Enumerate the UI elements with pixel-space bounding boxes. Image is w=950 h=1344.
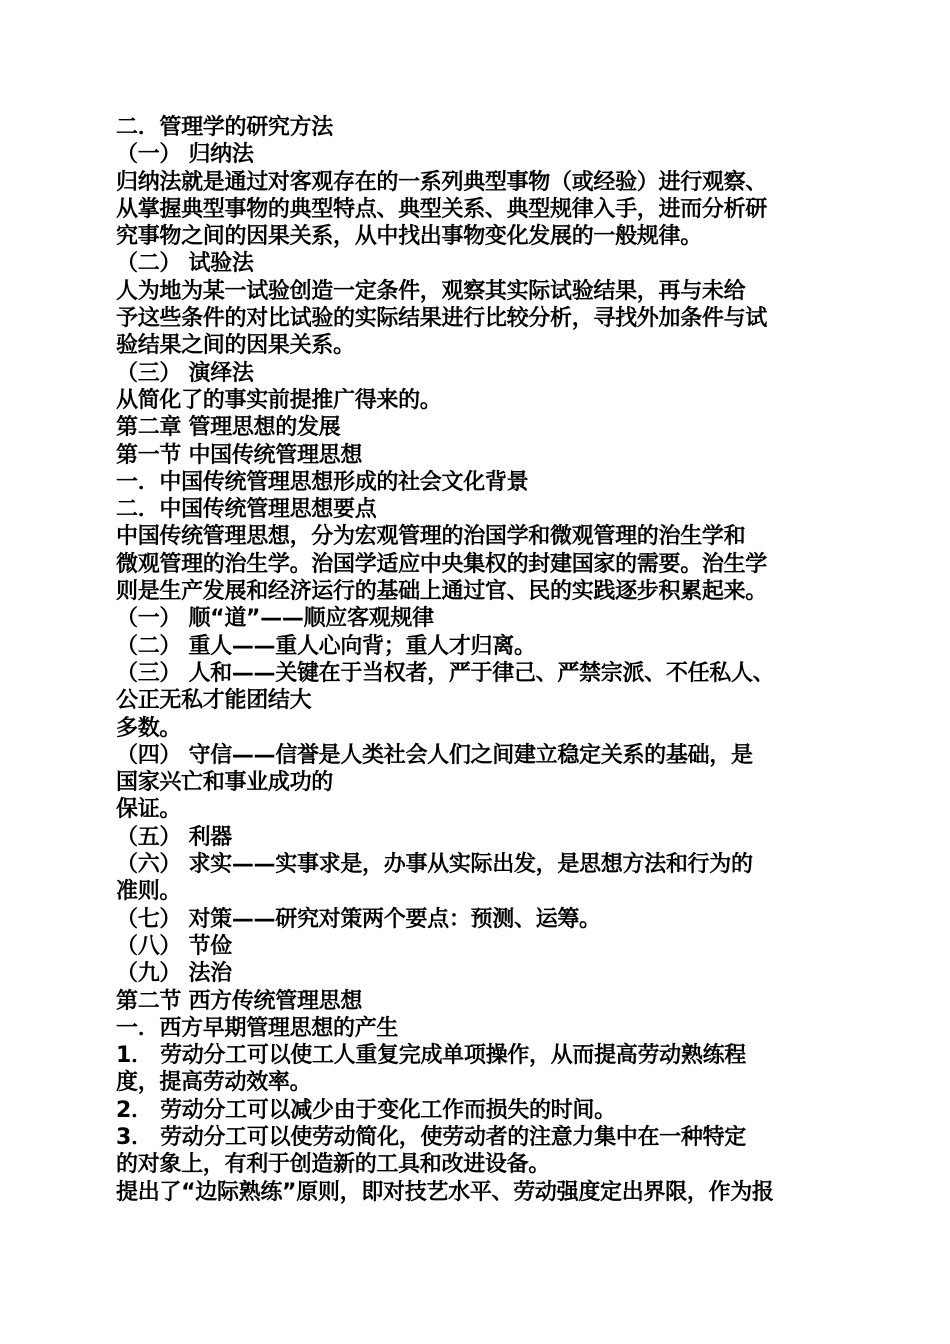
text-line: 验结果之间的因果关系。 bbox=[116, 333, 355, 359]
text-line: 提出了“边际熟练”原则，即对技艺水平、劳动强度定出界限，作为报 bbox=[116, 1179, 774, 1205]
text-line: （二） 试验法 bbox=[116, 251, 254, 277]
text-line: （六） 求实——实事求是，办事从实际出发，是思想方法和行为的 bbox=[116, 852, 753, 878]
text-line: 一．西方早期管理思想的产生 bbox=[116, 1015, 399, 1041]
text-line: （八） 节俭 bbox=[116, 933, 232, 959]
document-body bbox=[116, 114, 846, 1206]
text-line: （一） 归纳法 bbox=[116, 142, 254, 168]
text-line: 公正无私才能团结大 bbox=[116, 688, 312, 714]
text-line: 第二章 管理思想的发展 bbox=[116, 415, 341, 441]
text-line: （七） 对策——研究对策两个要点：预测、运筹。 bbox=[116, 906, 601, 932]
text-line: 归纳法就是通过对客观存在的一系列典型事物（或经验）进行观察、 bbox=[116, 169, 768, 195]
text-line: 3． 劳动分工可以使劳动简化，使劳动者的注意力集中在一种特定 bbox=[116, 1124, 746, 1150]
text-line: （一） 顺“道”——顺应客观规律 bbox=[116, 606, 434, 632]
text-line: 的对象上，有利于创造新的工具和改进设备。 bbox=[116, 1152, 551, 1178]
text-line: 二．中国传统管理思想要点 bbox=[116, 497, 377, 523]
text-line: 1． 劳动分工可以使工人重复完成单项操作，从而提高劳动熟练程 bbox=[116, 1043, 746, 1069]
text-line: （三） 演绎法 bbox=[116, 360, 254, 386]
text-line: 予这些条件的对比试验的实际结果进行比较分析，寻找外加条件与试 bbox=[116, 306, 768, 332]
text-line: （五） 利器 bbox=[116, 824, 232, 850]
text-line: （四） 守信——信誉是人类社会人们之间建立稳定关系的基础，是 bbox=[116, 742, 753, 768]
text-line: 多数。 bbox=[116, 715, 182, 741]
text-line: 保证。 bbox=[116, 797, 182, 823]
text-line: 度，提高劳动效率。 bbox=[116, 1070, 312, 1096]
text-line: 准则。 bbox=[116, 879, 182, 905]
text-line: 究事物之间的因果关系，从中找出事物变化发展的一般规律。 bbox=[116, 224, 702, 250]
text-line: （九） 法治 bbox=[116, 961, 232, 987]
text-line: 从简化了的事实前提推广得来的。 bbox=[116, 387, 442, 413]
text-line: 国家兴亡和事业成功的 bbox=[116, 770, 334, 796]
text-line: 一．中国传统管理思想形成的社会文化背景 bbox=[116, 469, 529, 495]
text-line: 中国传统管理思想，分为宏观管理的治国学和微观管理的治生学和 bbox=[116, 524, 746, 550]
text-line: 二．管理学的研究方法 bbox=[116, 115, 334, 140]
text-line: （二） 重人——重人心向背；重人才归离。 bbox=[116, 633, 536, 659]
text-line: 从掌握典型事物的典型特点、典型关系、典型规律入手，进而分析研 bbox=[116, 196, 768, 222]
text-line: 则是生产发展和经济运行的基础上通过官、民的实践逐步积累起来。 bbox=[116, 579, 768, 605]
text-line: 人为地为某一试验创造一定条件，观察其实际试验结果，再与未给 bbox=[116, 278, 746, 304]
text-line: 2． 劳动分工可以减少由于变化工作而损失的时间。 bbox=[116, 1097, 616, 1123]
text-line: 第一节 中国传统管理思想 bbox=[116, 442, 363, 468]
text-line: 第二节 西方传统管理思想 bbox=[116, 988, 363, 1014]
text-line: 微观管理的治生学。治国学适应中央集权的封建国家的需要。治生学 bbox=[116, 551, 768, 577]
text-line: （三） 人和——关键在于当权者，严于律己、严禁宗派、不任私人、 bbox=[116, 660, 775, 686]
